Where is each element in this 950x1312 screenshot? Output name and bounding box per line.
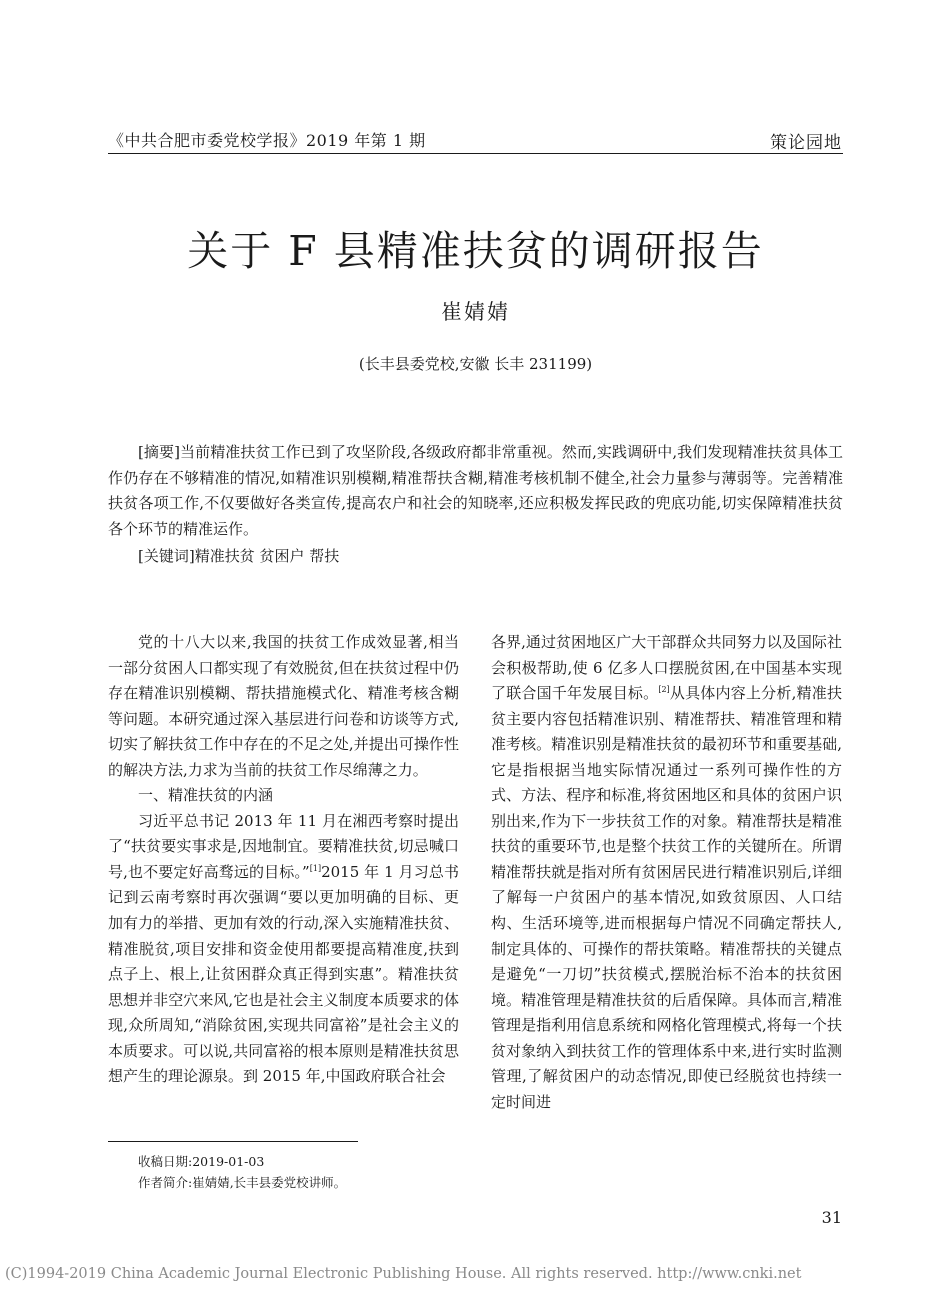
copyright-notice: (C)1994-2019 China Academic Journal Electronic Publishing House. All rights reserved. http://www.cnki.net: [5, 1266, 802, 1282]
keywords: [关键词]精准扶贫 贫困户 帮扶: [138, 547, 340, 565]
section-label: 策论园地: [770, 133, 842, 153]
article-title: 关于 F 县精准扶贫的调研报告: [187, 227, 764, 275]
paragraph-text: 从具体内容上分析,精准扶贫主要内容包括精准识别、精准帮扶、精准管理和精准考核。精准识别是精准扶贫的最初环节和重要基础,它是指根据当地实际情况通过一系列可操作性的方式、方法、程序和标准,将贫困地区和具体的贫困户识别出来,作为下一步扶贫工作的对象。精准帮扶是精准扶贫的重要环节,也是整个扶贫工作的关键所在。所谓精准帮扶就是指对所有贫困居民进行精准识别后,详细了解每一户贫困户的基本情况,如致贫原因、人口结构、生活环境等,进而根据每户情况不同确定帮扶人,制定具体的、可操作的帮扶策略。精准帮扶的关键点是避免“一刀切”扶贫模式,摆脱治标不治本的扶贫困境。精准管理是精准扶贫的后盾保障。具体而言,精准管理是指利用信息系统和网格化管理模式,将每一个扶贫对象纳入到扶贫工作的管理体系中来,进行实时监测管理,了解贫困户的动态情况,即使已经脱贫也持续一定时间进: [491, 684, 842, 1111]
paragraph-text: 各界,通过贫困地区广大干部群众共同努力以及国际社会积极帮助,使 6 亿多人口摆脱贫困,在中国基本实现了联合国千年发展目标。: [491, 633, 842, 703]
body-paragraph-intro: 党的十八大以来,我国的扶贫工作成效显著,相当一部分贫困人口都实现了有效脱贫,但在扶贫过程中仍存在精准识别模糊、帮扶措施模式化、精准考核含糊等问题。本研究通过深入基层进行问卷和访谈等方式,切实了解扶贫工作中存在的不足之处,并提出可操作性的解决方法,力求为当前的扶贫工作尽绵薄之力。: [108, 633, 459, 779]
body-column-left: [108, 630, 459, 1090]
body-column-right: [491, 630, 842, 1115]
citation-ref-2: [2]: [658, 685, 670, 695]
body-paragraph-continued: [491, 630, 842, 1115]
author-name: 崔婧婧: [441, 300, 510, 324]
page-number: 31: [821, 1208, 842, 1227]
author-affiliation: (长丰县委党校,安徽 长丰 231199): [358, 355, 593, 373]
footnote-received-date: 收稿日期:2019-01-03: [138, 1154, 265, 1169]
paragraph-text: 习近平总书记 2013 年 11 月在湘西考察时提出了“扶贫要实事求是,因地制宜。要精准扶贫,切忌喊口号,也不要定好高骛远的目标。”: [108, 811, 459, 881]
abstract: [摘要]当前精准扶贫工作已到了攻坚阶段,各级政府都非常重视。然而,实践调研中,我们发现精准扶贫具体工作仍存在不够精准的情况,如精准识别模糊,精准帮扶含糊,精准考核机制不健全,社会力量参与薄弱等。完善精准扶贫各项工作,不仅要做好各类宣传,提高农户和社会的知晓率,还应积极发挥民政的兜底功能,切实保障精准扶贫各个环节的精准运作。: [108, 443, 843, 538]
journal-header: 《中共合肥市委党校学报》2019 年第 1 期: [108, 131, 426, 150]
footnote-divider: [108, 1141, 358, 1142]
citation-ref-1: [1]: [309, 863, 322, 873]
header-divider: [108, 153, 843, 154]
body-paragraph-xi: [108, 809, 459, 1090]
section-heading: 一、精准扶贫的内涵: [138, 786, 274, 805]
paragraph-text: 2015 年 1 月习总书记到云南考察时再次强调“要以更加明确的目标、更加有力的举措、更加有效的行动,深入实施精准扶贫、精准脱贫,项目安排和资金使用都要提高精准度,扶到点子上、根上,让贫困群众真正得到实惠”。精准扶贫思想并非空穴来风,它也是社会主义制度本质要求的体现,众所周知,“消除贫困,实现共同富裕”是社会主义的本质要求。可以说,共同富裕的根本原则是精准扶贫思想产生的理论源泉。到 2015 年,中国政府联合社会: [108, 862, 459, 1086]
footnote-author-bio: 作者简介:崔婧婧,长丰县委党校讲师。: [138, 1175, 347, 1190]
